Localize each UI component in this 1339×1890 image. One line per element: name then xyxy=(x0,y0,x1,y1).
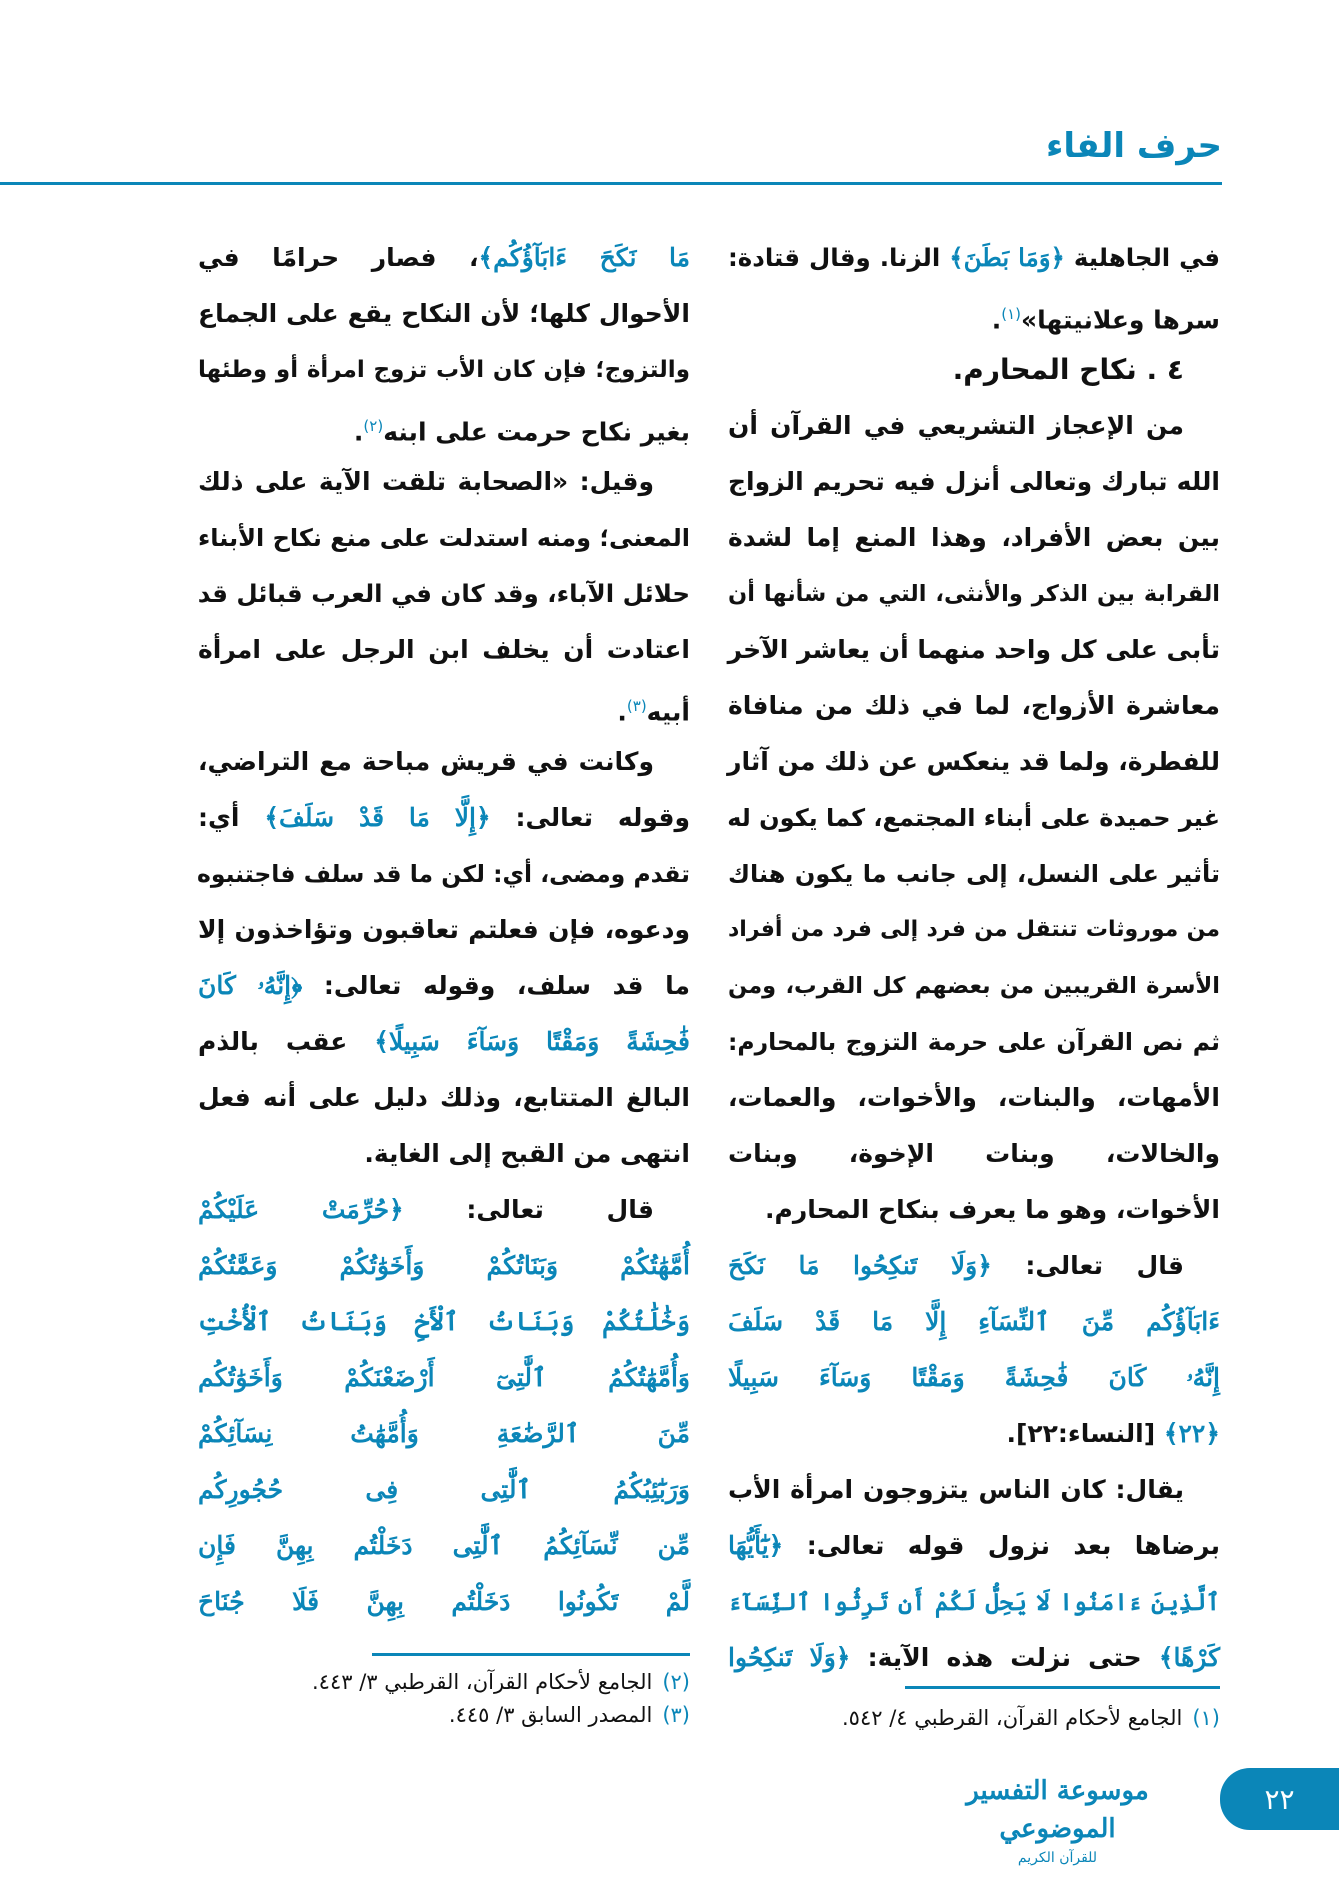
logo-subtitle: للقرآن الكريم xyxy=(1017,1850,1098,1866)
quran-verse: كَرْهًا﴾ xyxy=(1158,1643,1220,1672)
text-line xyxy=(728,680,1220,732)
text-line xyxy=(198,960,690,1012)
text-line xyxy=(728,736,1220,788)
text-segment: أبيه xyxy=(646,697,690,727)
text-line xyxy=(198,736,690,788)
text-segment: الأسرة القريبين من بعضهم كل القرب، ومن xyxy=(728,973,1220,999)
text-line xyxy=(198,400,690,452)
quran-verse: ﴿٢٢﴾ xyxy=(1163,1419,1220,1448)
quran-verse: ﴿وَمَا بَطَنَ﴾ xyxy=(949,243,1065,272)
text-segment: والخالات، وبنات الإخوة، وبنات xyxy=(728,1139,1220,1168)
text-segment: بين بعض الأفراد، وهذا المنع إما لشدة xyxy=(728,523,1220,552)
section-heading xyxy=(728,344,1220,396)
encyclopedia-logo xyxy=(935,1772,1180,1866)
text-segment: وكانت في قريش مباحة مع التراضي، xyxy=(198,747,654,776)
text-line xyxy=(728,232,1220,284)
footnote-ref[interactable]: (٢) xyxy=(363,417,384,435)
text-segment: . xyxy=(991,305,1002,335)
quran-verse: وَرَبَٰٓئِبُكُمُ ٱلَّٰتِى فِى حُجُورِكُم xyxy=(198,1475,690,1504)
text-line xyxy=(728,1408,1220,1460)
text-line xyxy=(198,1296,690,1348)
text-segment: أي: xyxy=(198,803,265,832)
text-line xyxy=(198,624,690,676)
text-segment: حتى نزلت هذه الآية: xyxy=(850,1643,1159,1672)
text-line xyxy=(198,1576,690,1628)
text-line xyxy=(728,288,1220,340)
text-line xyxy=(728,624,1220,676)
text-segment: . xyxy=(353,417,364,447)
text-line xyxy=(728,456,1220,508)
text-segment: للفطرة، ولما قد ينعكس عن ذلك من آثار xyxy=(727,747,1220,776)
text-segment: تأبى على كل واحد منهما أن يعاشر الآخر xyxy=(727,635,1220,664)
footnote-ref[interactable]: (٣) xyxy=(626,697,647,715)
text-line xyxy=(198,848,690,900)
quran-verse: وَخَٰلَٰتُكُمْ وَبَنَاتُ ٱلْأَخِ وَبَنَاتُ ٱلْأُخْتِ xyxy=(198,1307,690,1336)
footnote-divider-left xyxy=(372,1653,690,1656)
text-segment: . xyxy=(617,697,627,727)
text-line xyxy=(728,848,1220,900)
text-line xyxy=(728,568,1220,620)
text-segment: في الجاهلية xyxy=(1064,243,1220,272)
quran-verse: ﴿وَلَا تَنكِحُوا مَا نَكَحَ xyxy=(728,1251,992,1280)
quran-verse: ﴿يَٰٓأَيُّهَا xyxy=(728,1531,784,1560)
text-line xyxy=(198,1464,690,1516)
text-line xyxy=(728,1520,1220,1572)
text-line xyxy=(198,1016,690,1068)
text-segment: تقدم ومضى، أي: لكن ما قد سلف فاجتنبوه xyxy=(196,860,690,888)
quran-verse: ءَابَآؤُكُم مِّنَ ٱلنِّسَآءِ إِلَّا مَا قَدْ سَلَفَ xyxy=(728,1307,1220,1336)
footnote-3 xyxy=(449,1703,690,1727)
text-segment: القرابة بين الذكر والأنثى، التي من شأنها أن xyxy=(728,581,1220,607)
text-segment: وقيل: «الصحابة تلقت الآية على ذلك xyxy=(198,467,654,496)
text-segment: الزنا. وقال قتادة: xyxy=(728,243,950,272)
text-segment: ، فصار حرامًا في xyxy=(198,243,479,272)
text-segment: من موروثات تنتقل من فرد إلى فرد من أفراد xyxy=(728,917,1220,942)
text-line xyxy=(728,1016,1220,1068)
chapter-title: حرف الفاء xyxy=(1045,126,1222,166)
text-segment: ما قد سلف، وقوله تعالى: xyxy=(302,971,690,1000)
text-line xyxy=(198,1520,690,1572)
quran-verse: مَا نَكَحَ ءَابَآؤُكُم﴾ xyxy=(478,243,691,272)
quran-verse: مِّنَ ٱلرَّضَٰعَةِ وَأُمَّهَٰتُ نِسَآئِكُمْ xyxy=(198,1419,690,1448)
text-segment: البالغ المتتابع، وذلك دليل على أنه فعل xyxy=(198,1083,690,1112)
text-line xyxy=(198,904,690,956)
text-segment: وقوله تعالى: xyxy=(490,803,690,832)
text-segment: ٤ . نكاح المحارم. xyxy=(952,353,1184,386)
quran-verse: ﴿إِنَّهُۥ كَانَ xyxy=(198,971,303,1000)
text-line xyxy=(728,512,1220,564)
header-divider xyxy=(0,182,1222,185)
quran-verse: مِّن نِّسَآئِكُمُ ٱلَّٰتِى دَخَلْتُم بِهِنَّ فَإِن xyxy=(198,1531,690,1560)
text-line xyxy=(728,1576,1220,1628)
footnote-number: (٢) xyxy=(662,1670,690,1694)
text-line xyxy=(728,1464,1220,1516)
text-line xyxy=(728,1072,1220,1124)
text-segment: من الإعجاز التشريعي في القرآن أن xyxy=(728,411,1184,440)
footnote-2 xyxy=(312,1670,690,1694)
text-line xyxy=(198,456,690,508)
text-line xyxy=(728,400,1220,452)
text-segment: الأمهات، والبنات، والأخوات، والعمات، xyxy=(728,1083,1220,1112)
text-segment: الأخوات، وهو ما يعرف بنكاح المحارم. xyxy=(765,1195,1220,1224)
text-line xyxy=(198,232,690,284)
text-line xyxy=(198,1128,690,1180)
text-line xyxy=(728,1352,1220,1404)
footnote-number: (٣) xyxy=(662,1703,690,1727)
quran-verse: وَأُمَّهَٰتُكُمُ ٱلَّٰتِىٓ أَرْضَعْنَكُمْ وَأَخَوَٰتُكُم xyxy=(198,1363,690,1392)
text-segment: ودعوه، فإن فعلتم تعاقبون وتؤاخذون إلا xyxy=(198,915,690,944)
text-line xyxy=(728,1632,1220,1684)
footnote-text: المصدر السابق ٣/ ٤٤٥. xyxy=(448,1703,653,1727)
text-line xyxy=(728,1128,1220,1180)
text-segment: [النساء:٢٢]. xyxy=(1006,1419,1164,1448)
text-line xyxy=(198,1408,690,1460)
text-line xyxy=(198,792,690,844)
text-segment: الأحوال كلها؛ لأن النكاح يقع على الجماع xyxy=(198,299,690,328)
quran-verse: لَّمْ تَكُونُوا دَخَلْتُم بِهِنَّ فَلَا جُنَاحَ xyxy=(198,1587,690,1616)
footnote-ref[interactable]: (١) xyxy=(1001,305,1021,323)
text-segment: بغير نكاح حرمت على ابنه xyxy=(383,417,690,447)
page-number: ٢٢ xyxy=(1220,1768,1339,1830)
text-line xyxy=(728,1296,1220,1348)
quran-verse: أُمَّهَٰتُكُمْ وَبَنَاتُكُمْ وَأَخَوَٰتُكُمْ وَعَمَّٰتُكُمْ xyxy=(198,1251,690,1280)
text-line xyxy=(198,1240,690,1292)
footnote-text: الجامع لأحكام القرآن، القرطبي ٤/ ٥٤٢. xyxy=(841,1706,1183,1730)
text-segment: المعنى؛ ومنه استدلت على منع نكاح الأبناء xyxy=(198,524,690,552)
text-segment: حلائل الآباء، وقد كان في العرب قبائل قد xyxy=(197,579,690,608)
text-line xyxy=(198,680,690,732)
text-segment: قال تعالى: xyxy=(403,1195,654,1224)
text-line xyxy=(728,904,1220,956)
text-line xyxy=(728,1240,1220,1292)
text-segment: ثم نص القرآن على حرمة التزوج بالمحارم: xyxy=(728,1028,1220,1056)
quran-verse: ٱلَّذِينَ ءَامَنُوا لَا يَحِلُّ لَكُمْ أَن تَرِثُوا ٱلنِّسَآءَ xyxy=(728,1588,1220,1616)
text-segment: قال تعالى: xyxy=(991,1251,1185,1280)
footnote-text: الجامع لأحكام القرآن، القرطبي ٣/ ٤٤٣. xyxy=(311,1670,653,1694)
text-line xyxy=(198,1184,690,1236)
text-line xyxy=(198,288,690,340)
footnote-number: (١) xyxy=(1192,1706,1220,1730)
text-segment: اعتادت أن يخلف ابن الرجل على امرأة xyxy=(198,635,690,664)
text-line xyxy=(198,568,690,620)
quran-verse: ﴿إِلَّا مَا قَدْ سَلَفَ﴾ xyxy=(264,803,491,832)
text-segment: معاشرة الأزواج، لما في ذلك من منافاة xyxy=(728,691,1220,720)
text-line xyxy=(198,512,690,564)
text-segment: يقال: كان الناس يتزوجون امرأة الأب xyxy=(728,1475,1184,1504)
text-segment: برضاها بعد نزول قوله تعالى: xyxy=(783,1531,1220,1560)
text-line xyxy=(198,1072,690,1124)
text-line xyxy=(728,960,1220,1012)
text-segment: سرها وعلانيتها» xyxy=(1021,305,1220,335)
text-segment: عقب بالذم xyxy=(198,1027,375,1056)
quran-verse: إِنَّهُۥ كَانَ فَٰحِشَةً وَمَقْتًا وَسَآءَ سَبِيلًا xyxy=(728,1363,1220,1392)
text-line xyxy=(198,344,690,396)
text-segment: غير حميدة على أبناء المجتمع، كما يكون له xyxy=(727,804,1220,832)
quran-verse: ﴿وَلَا تَنكِحُوا xyxy=(728,1643,851,1672)
logo-title: موسوعة التفسير الموضوعي xyxy=(966,1776,1149,1844)
footnote-1 xyxy=(842,1706,1220,1730)
footnote-divider-right xyxy=(905,1686,1220,1689)
text-line xyxy=(198,1352,690,1404)
text-segment: والتزوج؛ فإن كان الأب تزوج امرأة أو وطئها xyxy=(198,357,690,383)
text-line xyxy=(728,1184,1220,1236)
quran-verse: فَٰحِشَةً وَمَقْتًا وَسَآءَ سَبِيلًا﴾ xyxy=(374,1027,690,1056)
text-segment: تأثير على النسل، إلى جانب ما يكون هناك xyxy=(728,860,1220,888)
text-line xyxy=(728,792,1220,844)
text-segment: الله تبارك وتعالى أنزل فيه تحريم الزواج xyxy=(728,467,1220,496)
quran-verse: ﴿حُرِّمَتْ عَلَيْكُمْ xyxy=(198,1195,404,1224)
text-segment: انتهى من القبح إلى الغاية. xyxy=(364,1139,690,1168)
